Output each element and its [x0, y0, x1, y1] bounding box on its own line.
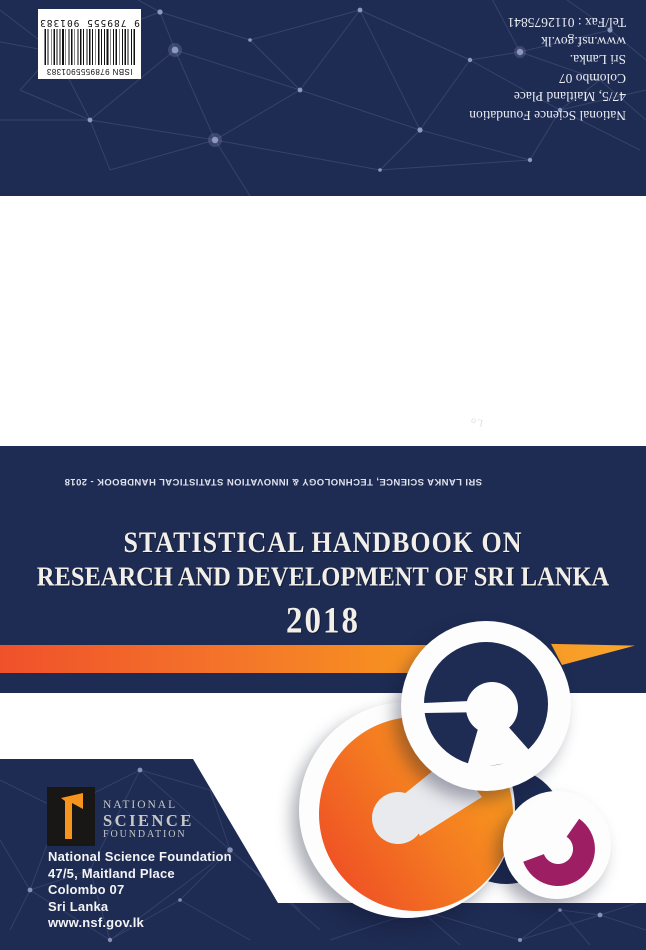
front-cover-title — [0, 526, 646, 644]
orange-accent-arrow — [551, 643, 635, 665]
emblem-gap-patch — [448, 768, 564, 884]
address-line: www.nsf.gov.lk — [541, 33, 626, 49]
orange-accent-band — [0, 645, 520, 673]
address-line: 47/5, Maitland Place — [513, 89, 626, 105]
isbn-barcode — [38, 9, 141, 79]
logo-word-national: NATIONAL — [103, 799, 178, 811]
title-line-2: RESEARCH AND DEVELOPMENT OF SRI LANKA — [36, 561, 610, 593]
address-line: Tel/Fax : 0112675841 — [507, 15, 626, 31]
front-cover-bottom-panel — [0, 700, 646, 950]
barcode-digits: 9 789555 901383 — [39, 17, 140, 28]
logo-word-science: SCIENCE — [103, 811, 194, 830]
back-cover-address — [420, 12, 626, 124]
title-year: 2018 — [286, 601, 360, 642]
address-line: Sri Lanka — [48, 898, 109, 914]
address-line: National Science Foundation — [469, 108, 626, 123]
address-line: 47/5, Maitland Place — [48, 865, 175, 881]
logo-word-foundation: FOUNDATION — [103, 829, 187, 840]
address-line: Colombo 07 — [48, 882, 125, 897]
spine-title-text: SRI LANKA SCIENCE, TECHNOLOGY & INNOVATION STATISTICAL HANDBOOK - 2018 — [64, 476, 482, 487]
network-pattern — [0, 700, 646, 950]
address-line: National Science Foundation — [48, 849, 232, 864]
address-line: Colombo 07 — [558, 70, 626, 86]
front-cover-top-panel — [0, 446, 646, 693]
barcode-bars — [44, 29, 136, 65]
title-line-1: STATISTICAL HANDBOOK ON — [123, 526, 523, 559]
address-line: www.nsf.gov.lk — [48, 915, 144, 930]
address-line: Sri Lanka. — [569, 52, 626, 68]
emblem-magenta-circle — [503, 791, 611, 899]
faint-watermark: Lo — [468, 414, 485, 429]
isbn-number-text: ISBN 9789555901383 — [46, 67, 133, 76]
back-cover-panel — [0, 0, 646, 196]
emblem-orange-circle — [299, 702, 515, 918]
